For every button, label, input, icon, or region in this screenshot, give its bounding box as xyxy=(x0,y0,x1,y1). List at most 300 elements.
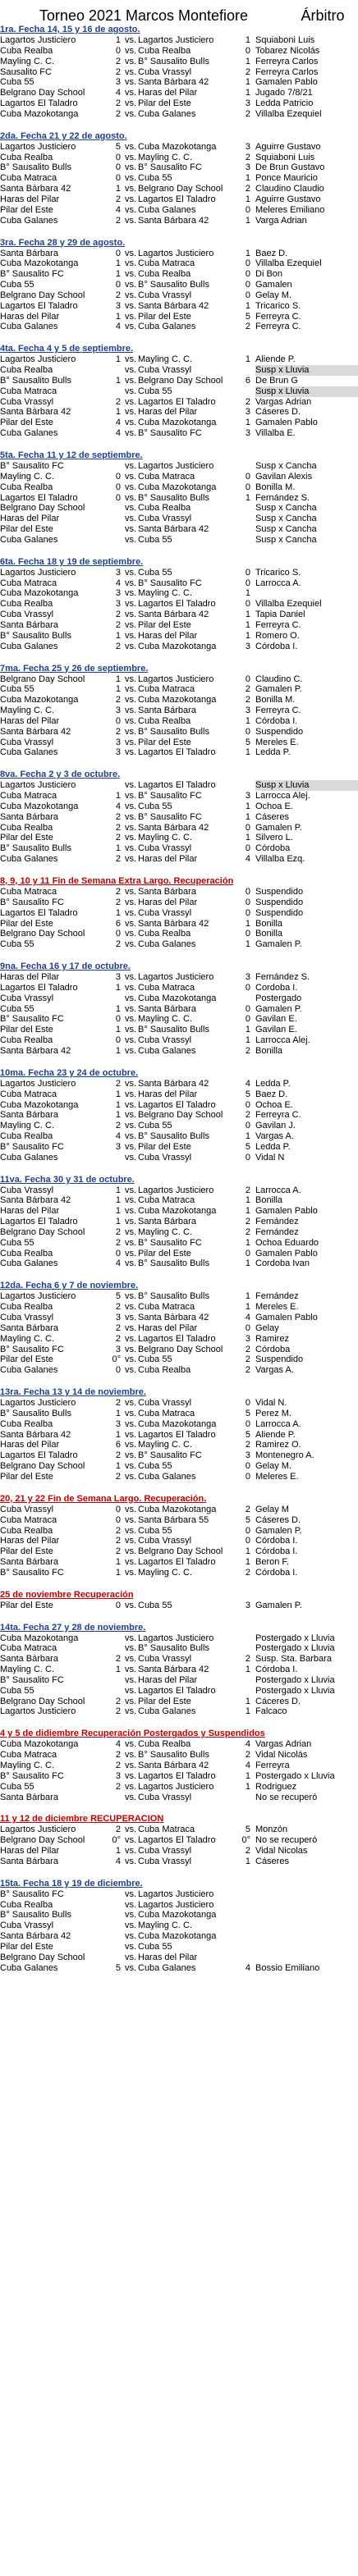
match-row xyxy=(0,1515,358,1526)
away-team: Mayling C. C. xyxy=(138,354,193,365)
home-score: 1 xyxy=(115,1110,121,1121)
away-team: Lagartos Justiciero xyxy=(138,674,214,684)
home-team: Cuba Matraca xyxy=(0,791,57,802)
away-score: 0 xyxy=(245,982,250,993)
away-score: 2 xyxy=(245,1846,250,1857)
versus: vs. xyxy=(124,269,137,280)
home-score xyxy=(108,1643,123,1654)
referee: Fernández S. xyxy=(255,492,310,503)
away-team: B° Sausalito FC xyxy=(138,1450,202,1461)
away-score: 0 xyxy=(245,280,250,290)
match-row xyxy=(0,568,358,578)
home-score: 0 xyxy=(115,1600,121,1610)
home-score: 2 xyxy=(115,854,121,865)
versus: vs. xyxy=(124,907,137,918)
section-title: 12da. Fecha 6 y 7 de noviembre. xyxy=(0,1281,139,1291)
away-score: 3 xyxy=(245,98,250,109)
match-row xyxy=(0,46,358,57)
home-team: Pilar del Este xyxy=(0,1941,53,1952)
match-row xyxy=(0,1900,358,1911)
home-score: 1 xyxy=(115,843,121,854)
match-row xyxy=(0,897,358,908)
home-score: 2 xyxy=(115,1471,121,1482)
referee: Ferreyra C. xyxy=(255,322,301,332)
fixture-section xyxy=(0,961,358,1057)
away-team: Cuba 55 xyxy=(138,1354,172,1365)
match-row xyxy=(0,1953,358,1963)
home-team: Pilar del Este xyxy=(0,524,53,535)
versus: vs. xyxy=(124,1408,137,1418)
away-score: 3 xyxy=(245,1450,250,1461)
home-team: Santa Bárbara 42 xyxy=(0,407,71,418)
home-team: Cuba Matraca xyxy=(0,1089,57,1099)
referee: Suspendido xyxy=(255,1354,304,1365)
versus: vs. xyxy=(124,45,137,56)
match-row xyxy=(0,153,358,163)
versus: vs. xyxy=(124,599,137,610)
home-team: Lagartos Justiciero xyxy=(0,1291,76,1302)
away-score: 0 xyxy=(245,1536,250,1546)
referee: Larrocca A. xyxy=(255,1185,301,1195)
fixture-section xyxy=(0,770,358,865)
referee xyxy=(255,1910,358,1921)
away-team: B° Sausalito FC xyxy=(138,578,202,588)
match-row xyxy=(0,365,358,376)
match-row xyxy=(0,674,358,685)
away-team: Haras del Pilar xyxy=(138,1674,198,1685)
match-row xyxy=(0,939,358,950)
away-score: 0 xyxy=(245,907,250,918)
referee: Gamalen P. xyxy=(255,684,302,695)
away-score: 5 xyxy=(245,1825,250,1835)
home-score: 2 xyxy=(115,610,121,620)
referee: Gelay M. xyxy=(255,290,292,300)
away-score: 3 xyxy=(245,162,250,173)
away-score: 1 xyxy=(245,1557,250,1568)
away-score: 2 xyxy=(245,1185,250,1195)
home-score: 3 xyxy=(115,1344,121,1354)
away-team: Lagartos El Taladro xyxy=(138,1429,216,1440)
away-score: 3 xyxy=(245,428,250,439)
referee: Fernández xyxy=(255,1226,299,1237)
away-score: 2 xyxy=(245,184,250,194)
home-score: 0 xyxy=(115,471,121,482)
home-team: Santa Bárbara xyxy=(0,1654,58,1665)
home-team: Cuba Galanes xyxy=(0,747,58,758)
away-score: 0 xyxy=(245,1152,250,1162)
home-score: 2 xyxy=(115,215,121,226)
away-team: Cuba 55 xyxy=(138,1600,172,1610)
referee: Villalba Ezequiel xyxy=(255,599,322,610)
away-score: 0 xyxy=(245,578,250,588)
home-team: Santa Bárbara xyxy=(0,619,58,630)
home-score: 6 xyxy=(115,1440,121,1450)
home-score xyxy=(108,1633,123,1644)
away-team: Cuba 55 xyxy=(138,1461,172,1472)
away-score: 1 xyxy=(245,1781,250,1792)
away-score: 1 xyxy=(245,1856,250,1866)
match-row xyxy=(0,1505,358,1515)
away-team: Cuba Mazokotanga xyxy=(138,1504,217,1514)
home-team: Cuba Realba xyxy=(0,365,53,376)
section-title: 8, 9, 10 y 11 Fin de Semana Extra Largo. Recuperación xyxy=(0,876,234,886)
versus: vs. xyxy=(124,1739,137,1750)
referee: Ochoa E. xyxy=(255,1099,293,1110)
away-team: B° Sausalito Bulls xyxy=(138,56,209,66)
match-row xyxy=(0,524,358,535)
away-team: Lagartos Justiciero xyxy=(138,1633,214,1643)
versus: vs. xyxy=(124,354,137,365)
referee: Villalba Ezq. xyxy=(255,854,305,865)
away-team: B° Sausalito FC xyxy=(138,1237,202,1248)
home-team: Mayling C. C. xyxy=(0,56,55,66)
away-score: 1 xyxy=(245,1696,250,1706)
away-score: 2 xyxy=(245,1226,250,1237)
fixture-section xyxy=(0,1281,358,1376)
section-title: 7ma. Fecha 25 y 26 de septiembre. xyxy=(0,663,149,674)
away-team: Cuba Mazokotanga xyxy=(138,1418,217,1429)
match-row xyxy=(0,1665,358,1675)
match-row xyxy=(0,1686,358,1697)
home-score: 2 xyxy=(115,396,121,407)
match-row xyxy=(0,1409,358,1419)
home-team: Cuba 55 xyxy=(0,684,34,695)
referee: Villalba Ezequiel xyxy=(255,108,322,119)
home-team: B° Sausalito FC xyxy=(0,1014,64,1025)
referee: Ledda P. xyxy=(255,1141,291,1152)
away-team: Cuba Vrassyl xyxy=(138,1035,192,1046)
away-team: Cuba Mazokotanga xyxy=(138,695,217,706)
away-score: 2 xyxy=(245,396,250,407)
referee xyxy=(255,1900,358,1911)
away-score: 5 xyxy=(245,737,250,747)
away-team: Cuba Realba xyxy=(138,929,191,939)
referee: Postergado x Lluvia xyxy=(255,1643,335,1654)
home-score: 1 xyxy=(115,674,121,684)
home-team: Lagartos Justiciero xyxy=(0,141,76,152)
away-team: Cuba 55 xyxy=(138,1121,172,1131)
match-row xyxy=(0,1025,358,1035)
versus: vs. xyxy=(124,1514,137,1525)
versus: vs. xyxy=(124,248,137,258)
away-score: 1 xyxy=(245,1302,250,1313)
home-score: 2 xyxy=(115,619,121,630)
versus: vs. xyxy=(124,897,137,907)
referee: Gamalen Pablo xyxy=(255,418,318,428)
home-team: Haras del Pilar xyxy=(0,1536,60,1546)
away-team: Cuba Vrassyl xyxy=(138,1398,192,1409)
away-score: 5 xyxy=(245,1141,250,1152)
home-score: 2 xyxy=(115,1536,121,1546)
match-row xyxy=(0,418,358,428)
away-team: Cuba Realba xyxy=(138,1365,191,1376)
home-team: Santa Bárbara xyxy=(0,811,58,822)
versus: vs. xyxy=(124,1003,137,1014)
referee: Cordoba Ivan xyxy=(255,1258,310,1269)
versus: vs. xyxy=(124,1141,137,1152)
match-row xyxy=(0,727,358,738)
home-team: Cuba Realba xyxy=(0,152,53,162)
home-score: 0 xyxy=(115,929,121,939)
referee: Postergado x Lluvia xyxy=(255,1770,335,1781)
away-team: Cuba Galanes xyxy=(138,322,196,332)
away-score: 1 xyxy=(245,588,250,599)
home-score: 0 xyxy=(115,492,121,503)
versus: vs. xyxy=(124,1110,137,1121)
versus: vs. xyxy=(124,1546,137,1557)
away-score: 1 xyxy=(245,77,250,88)
away-score xyxy=(234,503,255,514)
away-score: 2 xyxy=(245,1567,250,1578)
away-score: 4 xyxy=(245,1078,250,1089)
home-team: Santa Bárbara xyxy=(0,1322,58,1333)
referee: Susp x Cancha xyxy=(255,534,317,545)
home-team: Lagartos El Taladro xyxy=(0,98,78,109)
versus: vs. xyxy=(124,1750,137,1761)
away-team: Pilar del Este xyxy=(138,1696,191,1706)
home-score xyxy=(108,1931,123,1942)
match-row xyxy=(0,1079,358,1089)
match-row xyxy=(0,1761,358,1771)
fixture-section xyxy=(0,1494,358,1578)
home-score: 1 xyxy=(115,1567,121,1578)
versus: vs. xyxy=(124,588,137,599)
away-score: 0 xyxy=(245,929,250,939)
away-score: 0 xyxy=(245,1418,250,1429)
match-row xyxy=(0,1697,358,1707)
versus: vs. xyxy=(124,684,137,695)
home-team: Santa Bárbara xyxy=(0,1110,58,1121)
versus: vs. xyxy=(124,1825,137,1835)
match-row xyxy=(0,620,358,631)
home-team: Santa Bárbara 42 xyxy=(0,726,71,737)
home-score: 3 xyxy=(115,300,121,311)
referee: De Brun G xyxy=(255,375,298,386)
away-score: 3 xyxy=(245,791,250,802)
versus: vs. xyxy=(124,578,137,588)
match-row xyxy=(0,98,358,109)
match-row xyxy=(0,919,358,929)
match-row xyxy=(0,1046,358,1057)
away-score: 0 xyxy=(245,1322,250,1333)
versus: vs. xyxy=(124,1504,137,1514)
away-team: Cuba Vrassyl xyxy=(138,843,192,854)
fixture-section xyxy=(0,1729,358,1802)
away-score: 3 xyxy=(245,1333,250,1344)
match-row xyxy=(0,57,358,67)
versus: vs. xyxy=(124,1889,137,1899)
away-score: 0 xyxy=(245,482,250,492)
versus: vs. xyxy=(124,1313,137,1322)
referee: Córdoba I. xyxy=(255,1567,298,1578)
match-row xyxy=(0,1472,358,1482)
away-team: B° Sausalito Bulls xyxy=(138,492,209,503)
fixture-section xyxy=(0,557,358,652)
away-team: Lagartos Justiciero xyxy=(138,1185,214,1195)
referee: Fernández xyxy=(255,1291,299,1302)
away-score: 2 xyxy=(245,66,250,77)
away-team: Lagartos Justiciero xyxy=(138,1781,214,1792)
match-row xyxy=(0,1546,358,1557)
away-score: 1 xyxy=(245,56,250,66)
away-team: Haras del Pilar xyxy=(138,1952,198,1962)
home-team: Haras del Pilar xyxy=(0,1440,60,1450)
home-score: 1 xyxy=(115,1217,121,1227)
away-score: 5 xyxy=(245,311,250,322)
referee: Villalba Ezequiel xyxy=(255,258,322,269)
away-score xyxy=(234,1686,255,1697)
match-row xyxy=(0,1675,358,1686)
versus: vs. xyxy=(124,1643,137,1654)
referee: Claudino Claudio xyxy=(255,184,324,194)
versus: vs. xyxy=(124,407,137,418)
home-team: Cuba Mazokotanga xyxy=(0,1739,79,1750)
away-team: B° Sausalito FC xyxy=(138,162,202,173)
home-team: Haras del Pilar xyxy=(0,311,60,322)
home-score: 2 xyxy=(115,1525,121,1536)
match-row xyxy=(0,1131,358,1142)
referee: Falcaco xyxy=(255,1706,287,1717)
home-team: Cuba Realba xyxy=(0,822,53,833)
away-team: Santa Bárbara 42 xyxy=(138,300,209,311)
away-score: 1 xyxy=(245,1770,250,1781)
away-team: Lagartos El Taladro xyxy=(138,1557,216,1568)
home-team: Cuba Matraca xyxy=(0,386,57,396)
versus: vs. xyxy=(124,503,137,514)
match-row xyxy=(0,1557,358,1568)
home-team: Cuba Realba xyxy=(0,1899,53,1910)
home-score: 2 xyxy=(115,1302,121,1313)
away-team: Cuba Galanes xyxy=(138,1962,196,1973)
home-score xyxy=(108,1942,123,1953)
referee: Larrocca A. xyxy=(255,578,301,588)
match-row xyxy=(0,578,358,589)
section-title: 6ta. Fecha 18 y 19 de septiembre. xyxy=(0,556,144,567)
match-row xyxy=(0,1185,358,1196)
match-row xyxy=(0,1238,358,1249)
section-title: 25 de noviembre Recuperación xyxy=(0,1589,134,1600)
home-score: 0 xyxy=(115,715,121,726)
away-team: Cuba Mazokotanga xyxy=(138,1206,217,1217)
away-team: B° Sausalito FC xyxy=(138,791,202,802)
referee: Gamalen Pablo xyxy=(255,1313,318,1322)
away-score: 1 xyxy=(245,715,250,726)
referee: Fernández xyxy=(255,1217,299,1227)
match-row xyxy=(0,854,358,865)
away-score: 5 xyxy=(245,1089,250,1099)
away-score: 2 xyxy=(245,1217,250,1227)
section-title: 4ta. Fecha 4 y 5 de septiembre. xyxy=(0,344,134,354)
away-score: 3 xyxy=(245,706,250,716)
home-score: 2 xyxy=(115,1546,121,1557)
home-team: Pilar del Este xyxy=(0,918,53,929)
away-score: 0 xyxy=(245,1525,250,1536)
referee: Mereles E. xyxy=(255,737,299,747)
away-score xyxy=(234,993,255,1004)
away-score: 1 xyxy=(245,1546,250,1557)
away-score xyxy=(234,1643,255,1654)
match-row xyxy=(0,397,358,408)
referee: Gamalen P. xyxy=(255,822,302,833)
home-team: Cuba 55 xyxy=(0,1685,34,1696)
away-score: 5 xyxy=(245,1429,250,1440)
home-score: 2 xyxy=(115,822,121,833)
match-row xyxy=(0,1323,358,1334)
away-score: 2 xyxy=(245,1110,250,1121)
home-team: Cuba Matraca xyxy=(0,1514,57,1525)
referee: Aliende P. xyxy=(255,1429,296,1440)
home-team: Lagartos El Taladro xyxy=(0,1450,78,1461)
section-title: 10ma. Fecha 23 y 24 de octubre. xyxy=(0,1067,139,1078)
away-team: Santa Bárbara 42 xyxy=(138,1313,209,1322)
referee: Tricarico S. xyxy=(255,567,301,578)
match-row xyxy=(0,1004,358,1015)
home-score: 1 xyxy=(115,1206,121,1217)
away-team: Cuba Vrassyl xyxy=(138,1152,192,1162)
away-score: 2 xyxy=(245,1344,250,1354)
versus: vs. xyxy=(124,1418,137,1429)
away-score: 1 xyxy=(245,1291,250,1302)
versus: vs. xyxy=(124,482,137,492)
referee: Ledda P. xyxy=(255,747,291,758)
away-score: 1 xyxy=(245,939,250,950)
away-team: Santa Bárbara 42 xyxy=(138,1665,209,1675)
away-team: Lagartos Justiciero xyxy=(138,461,214,471)
versus: vs. xyxy=(124,1429,137,1440)
match-row xyxy=(0,1249,358,1259)
versus: vs. xyxy=(124,152,137,162)
home-score: 2 xyxy=(115,1121,121,1131)
away-score: 2 xyxy=(245,108,250,119)
away-team: Cuba Matraca xyxy=(138,1408,195,1418)
fixture-section xyxy=(0,1068,358,1163)
away-score: 1 xyxy=(245,747,250,758)
match-row xyxy=(0,1291,358,1302)
home-score: 3 xyxy=(115,588,121,599)
match-row xyxy=(0,780,358,791)
referee: Varga Adrian xyxy=(255,215,307,226)
away-team: B° Sausalito FC xyxy=(138,811,202,822)
fixture-section xyxy=(0,1623,358,1718)
match-row xyxy=(0,1089,358,1100)
away-score: 1 xyxy=(245,1237,250,1248)
match-row xyxy=(0,833,358,843)
referee xyxy=(255,1942,358,1953)
referee: Vargas A. xyxy=(255,1131,294,1142)
away-score xyxy=(234,1910,255,1921)
referee: Tapia Daniel xyxy=(255,610,305,620)
referee: Gamalen Pablo xyxy=(255,77,318,88)
match-row xyxy=(0,1450,358,1461)
home-score xyxy=(108,1900,123,1911)
referee: Gamalen P. xyxy=(255,1525,302,1536)
match-row xyxy=(0,1345,358,1355)
referee: Córdoba I. xyxy=(255,1536,298,1546)
away-team: Haras del Pilar xyxy=(138,88,198,98)
home-score: 3 xyxy=(115,1770,121,1781)
away-score: 1 xyxy=(245,194,250,204)
match-row xyxy=(0,908,358,919)
away-score: 0 xyxy=(245,822,250,833)
home-team: Cuba Mazokotanga xyxy=(0,1633,79,1643)
home-score: 3 xyxy=(115,567,121,578)
away-team: Cuba Galanes xyxy=(138,1471,196,1482)
away-team: Belgrano Day School xyxy=(138,1546,223,1557)
fixture-section xyxy=(0,344,358,439)
referee: Ferreyra C. xyxy=(255,619,301,630)
home-team: Cuba 55 xyxy=(0,939,34,950)
referee: Gelay M. xyxy=(255,1461,292,1472)
